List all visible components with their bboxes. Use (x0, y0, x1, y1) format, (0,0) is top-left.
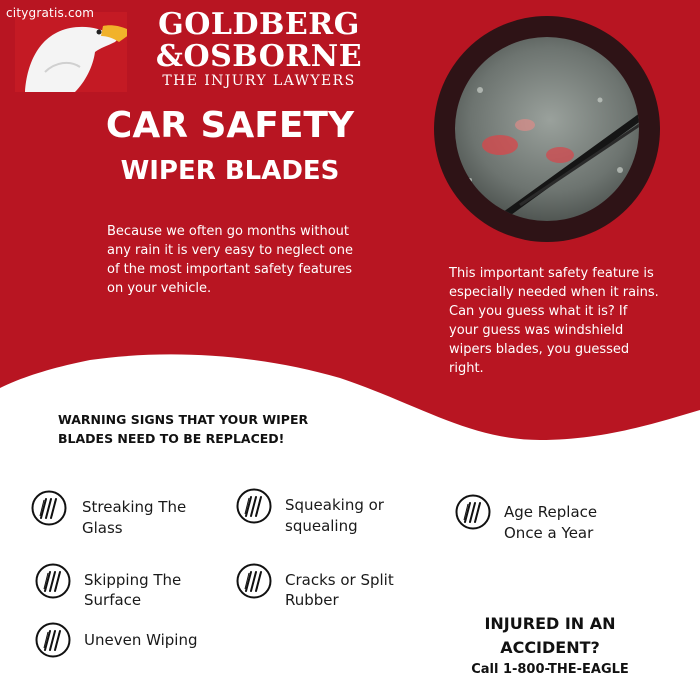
intro-paragraph: Because we often go months without any rain it is very easy to neglect one of the most important safety features on your vehicle. (107, 224, 353, 296)
brand-name-line-1: GOLDBERG (158, 7, 360, 42)
sign-label-line-1: Squeaking or (285, 496, 384, 514)
page-subtitle: WIPER BLADES (120, 156, 340, 186)
sign-label-line-1: Uneven Wiping (84, 631, 198, 649)
watermark-text: citygratis.com (6, 6, 95, 20)
sign-label-line-2: Once a Year (504, 524, 594, 542)
sign-label-line-1: Cracks or Split (285, 571, 394, 589)
wiper-icon (35, 563, 71, 599)
page-title: CAR SAFETY (105, 105, 355, 146)
wiper-icon (31, 490, 67, 526)
wiper-icon (455, 494, 491, 530)
cta-phone[interactable]: Call 1-800-THE-EAGLE (471, 662, 629, 677)
wiper-icon (236, 488, 272, 524)
sign-label-line-2: squealing (285, 517, 358, 535)
cta-line-2: ACCIDENT? (500, 638, 600, 657)
sign-label-line-2: Surface (84, 591, 142, 609)
sign-label-line-2: Glass (82, 519, 123, 537)
sign-label-line-1: Skipping The (84, 571, 182, 589)
wiper-icon (35, 622, 71, 658)
sign-label-line-1: Age Replace (504, 503, 598, 521)
warning-heading-line-1: WARNING SIGNS THAT YOUR WIPER (58, 412, 309, 427)
brand-name-line-2: &OSBORNE (155, 39, 363, 74)
warning-heading-line-2: BLADES NEED TO BE REPLACED! (58, 431, 285, 446)
eagle-icon (15, 12, 127, 92)
cta-line-1: INJURED IN AN (484, 614, 616, 633)
brand-tagline: THE INJURY LAWYERS (162, 73, 356, 89)
sign-label-line-1: Streaking The (82, 498, 187, 516)
cta-heading (440, 612, 660, 660)
wiper-icon (236, 563, 272, 599)
side-paragraph: This important safety feature is especially needed when it rains. Can you guess what it is? If your guess was windshield wipers blades, you guessed right. (449, 266, 659, 376)
sign-label-line-2: Rubber (285, 591, 339, 609)
